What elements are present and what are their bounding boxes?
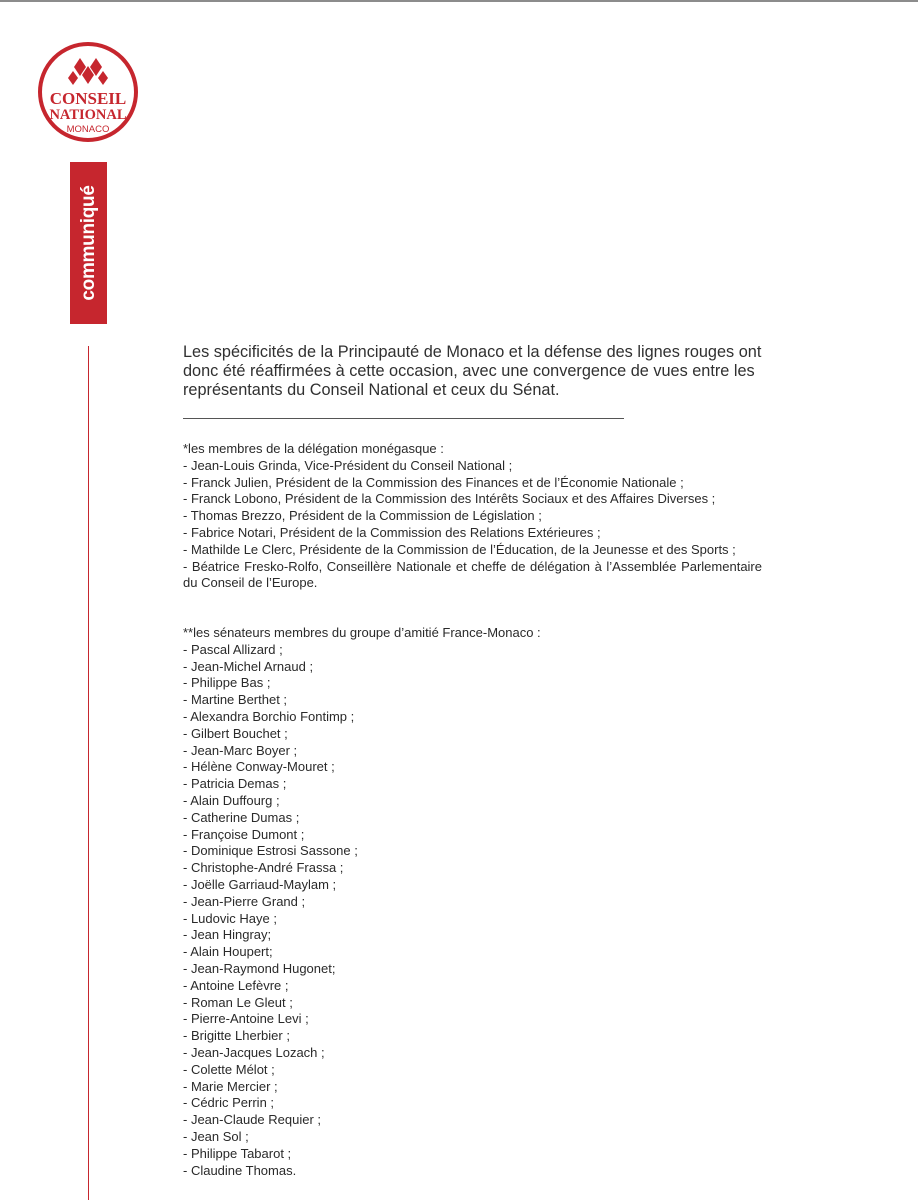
- senators-heading: **les sénateurs membres du groupe d’amitié France-Monaco :: [183, 625, 541, 640]
- list-item: - Jean-Marc Boyer ;: [183, 742, 298, 758]
- list-item: - Colette Mélot ;: [183, 1061, 275, 1077]
- list-item: - Jean Sol ;: [183, 1128, 249, 1144]
- list-item: - Hélène Conway-Mouret ;: [183, 759, 335, 775]
- list-item: - Alain Houpert;: [183, 944, 273, 960]
- list-item: - Jean-Claude Requier ;: [183, 1112, 322, 1128]
- list-item: - Gilbert Bouchet ;: [183, 725, 288, 741]
- delegation-member: - Fabrice Notari, Président de la Commission des Relations Extérieures ;: [183, 524, 601, 540]
- top-border: [0, 0, 918, 2]
- logo-line1: CONSEIL: [49, 89, 127, 108]
- list-item: - Jean-Pierre Grand ;: [183, 893, 306, 909]
- list-item: - Jean-Jacques Lozach ;: [183, 1044, 325, 1060]
- delegation-section: [183, 441, 762, 592]
- logo-line3: MONACO: [66, 124, 110, 135]
- communique-label: communiqué: [77, 185, 99, 301]
- list-item: - Roman Le Gleut ;: [183, 994, 293, 1010]
- list-item: - Pascal Allizard ;: [183, 641, 283, 657]
- list-item: - Alexandra Borchio Fontimp ;: [183, 708, 355, 724]
- logo-line2: NATIONAL: [49, 107, 127, 123]
- list-item: - Brigitte Lherbier ;: [183, 1028, 290, 1044]
- delegation-member: - Thomas Brezzo, Président de la Commission de Législation ;: [183, 508, 542, 524]
- list-item: - Patricia Demas ;: [183, 776, 287, 792]
- delegation-member: - Mathilde Le Clerc, Présidente de la Commission de l’Éducation, de la Jeunesse et des Sports ;: [183, 541, 736, 557]
- list-item: - Ludovic Haye ;: [183, 910, 277, 926]
- list-item: - Catherine Dumas ;: [183, 809, 300, 825]
- communique-tab: [70, 162, 107, 324]
- list-item: - Pierre-Antoine Levi ;: [183, 1011, 309, 1027]
- delegation-member: - Franck Julien, Président de la Commission des Finances et de l’Économie Nationale ;: [183, 474, 684, 490]
- list-item: - Antoine Lefèvre ;: [183, 977, 289, 993]
- list-item: - Christophe-André Frassa ;: [183, 860, 344, 876]
- logo-emblem: [36, 40, 140, 144]
- list-item: - Jean-Michel Arnaud ;: [183, 658, 314, 674]
- side-rule: [88, 346, 89, 1200]
- list-item: - Jean-Raymond Hugonet;: [183, 960, 336, 976]
- delegation-member: - Franck Lobono, Président de la Commission des Intérêts Sociaux et des Affaires Diverses ;: [183, 491, 716, 507]
- lead-paragraph: Les spécificités de la Principauté de Monaco et la défense des lignes rouges ont donc été réaffirmées à cette occasion, avec une convergence de vues entre les représentants du Conseil National et ceux du Sénat.: [183, 343, 762, 399]
- delegation-heading: *les membres de la délégation monégasque :: [183, 441, 444, 456]
- list-item: - Martine Berthet ;: [183, 692, 288, 708]
- list-item: - Françoise Dumont ;: [183, 826, 305, 842]
- section-divider: [183, 418, 624, 419]
- list-item: - Alain Duffourg ;: [183, 792, 280, 808]
- list-item: - Dominique Estrosi Sassone ;: [183, 843, 358, 859]
- delegation-member: - Jean-Louis Grinda, Vice-Président du Conseil National ;: [183, 457, 513, 473]
- list-item: - Cédric Perrin ;: [183, 1095, 275, 1111]
- list-item: - Marie Mercier ;: [183, 1078, 278, 1094]
- list-item: - Philippe Tabarot ;: [183, 1145, 292, 1161]
- delegation-member: - Béatrice Fresko-Rolfo, Conseillère Nationale et cheffe de délégation à l’Assemblée Parlementaire du Conseil de l’Europe.: [183, 558, 762, 591]
- conseil-national-logo: [36, 40, 140, 144]
- list-item: - Philippe Bas ;: [183, 675, 271, 691]
- senators-section: [183, 625, 762, 1179]
- senators-list: [183, 642, 762, 1180]
- list-item: - Jean Hingray;: [183, 927, 272, 943]
- list-item: - Joëlle Garriaud-Maylam ;: [183, 876, 337, 892]
- list-item: - Claudine Thomas.: [183, 1162, 297, 1178]
